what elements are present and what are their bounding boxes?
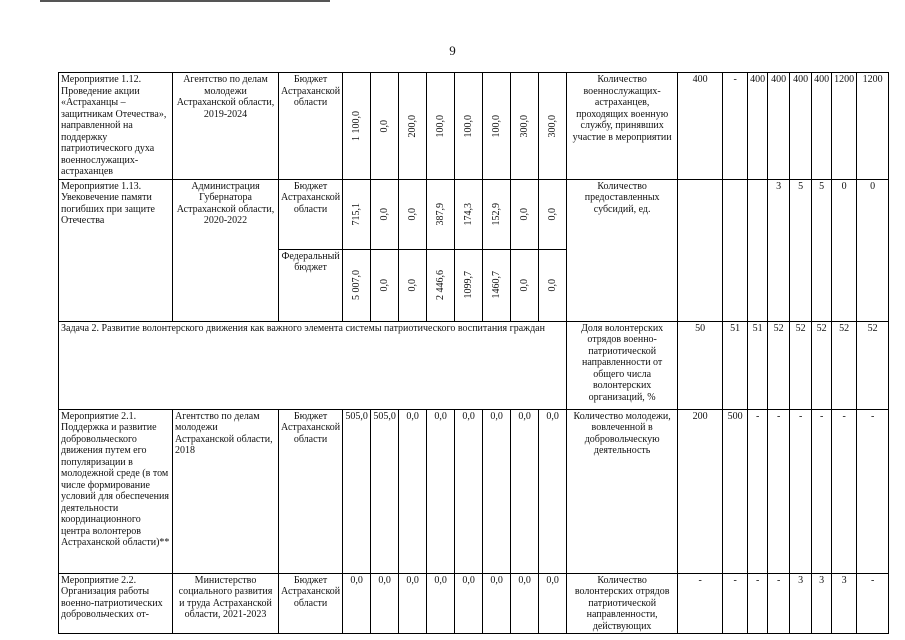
- fin-cell: 0,0: [539, 249, 567, 321]
- value-cell: 200: [678, 409, 723, 573]
- fin-cell: 1099,7: [455, 249, 483, 321]
- executor-cell: Администрация Губернатора Астраханской области, 2020-2022: [173, 179, 279, 321]
- source-cell: Бюджет Астраханской области: [279, 179, 343, 249]
- value-cell: -: [857, 573, 889, 634]
- fin-cell: 0,0: [399, 179, 427, 249]
- value-cell: 3: [812, 573, 832, 634]
- value-cell: 52: [857, 321, 889, 409]
- value-cell: 400: [748, 73, 768, 180]
- executor-cell: Агентство по делам молодежи Астраханской области, 2018: [173, 409, 279, 573]
- fin-cell: 505,0: [371, 409, 399, 573]
- fin-cell: 0,0: [511, 179, 539, 249]
- program-table: [58, 72, 889, 634]
- source-cell: Бюджет Астраханской области: [279, 409, 343, 573]
- fin-cell: 0,0: [511, 573, 539, 634]
- value-cell: 400: [678, 73, 723, 180]
- value-cell: -: [790, 409, 812, 573]
- fin-cell: 0,0: [455, 573, 483, 634]
- value-cell: 500: [723, 409, 748, 573]
- value-cell: [678, 179, 723, 321]
- fin-cell: 0,0: [399, 573, 427, 634]
- value-cell: -: [678, 573, 723, 634]
- fin-cell: 0,0: [539, 573, 567, 634]
- value-cell: 50: [678, 321, 723, 409]
- fin-cell: 715,1: [343, 179, 371, 249]
- value-cell: [723, 179, 748, 321]
- table-row: [59, 321, 889, 409]
- value-cell: 51: [748, 321, 768, 409]
- value-cell: 1200: [832, 73, 857, 180]
- event-cell: Мероприятие 1.13. Увековечение памяти погибших при защите Отечества: [59, 179, 173, 321]
- value-cell: 51: [723, 321, 748, 409]
- fin-cell: 174,3: [455, 179, 483, 249]
- source-cell: Бюджет Астраханской области: [279, 73, 343, 180]
- value-cell: 5: [812, 179, 832, 321]
- value-cell: 0: [857, 179, 889, 321]
- fin-cell: 387,9: [427, 179, 455, 249]
- indicator-cell: Количество волонтерских отрядов патриотической направленности, действующих: [567, 573, 678, 634]
- fin-cell: 0,0: [371, 249, 399, 321]
- fin-cell: 100,0: [427, 73, 455, 180]
- fin-cell: 2 446,6: [427, 249, 455, 321]
- fin-cell: 152,9: [483, 179, 511, 249]
- fin-cell: 0,0: [455, 409, 483, 573]
- task-title: Задача 2. Развитие волонтерского движения как важного элемента системы патриотического воспитания граждан: [59, 321, 567, 409]
- fin-cell: 100,0: [483, 73, 511, 180]
- value-cell: -: [748, 409, 768, 573]
- fin-cell: 0,0: [427, 573, 455, 634]
- fin-cell: 1 100,0: [343, 73, 371, 180]
- fin-cell: 0,0: [539, 409, 567, 573]
- header-rule: [40, 0, 330, 2]
- value-cell: 3: [832, 573, 857, 634]
- value-cell: -: [832, 409, 857, 573]
- indicator-cell: Доля волонтерских отрядов военно-патриотической направленности от общего числа волонтерских организаций, %: [567, 321, 678, 409]
- value-cell: -: [857, 409, 889, 573]
- value-cell: 52: [812, 321, 832, 409]
- value-cell: 3: [790, 573, 812, 634]
- fin-cell: 0,0: [511, 249, 539, 321]
- fin-cell: 0,0: [539, 179, 567, 249]
- table-row: [59, 73, 889, 180]
- fin-cell: 5 007,0: [343, 249, 371, 321]
- fin-cell: 300,0: [539, 73, 567, 180]
- fin-cell: 0,0: [399, 409, 427, 573]
- value-cell: [748, 179, 768, 321]
- fin-cell: 0,0: [371, 179, 399, 249]
- fin-cell: 1460,7: [483, 249, 511, 321]
- event-cell: Мероприятие 2.1. Поддержка и развитие добровольческого движения путем его популяризации в молодежной среде (в том числе формирование условий для обеспечения деятельности координационного центра волонтеров Астраханской области)**: [59, 409, 173, 573]
- executor-cell: Агентство по делам молодежи Астраханской области, 2019-2024: [173, 73, 279, 180]
- value-cell: -: [768, 409, 790, 573]
- table-row: [59, 573, 889, 634]
- fin-cell: 0,0: [371, 73, 399, 180]
- value-cell: 0: [832, 179, 857, 321]
- fin-cell: 0,0: [399, 249, 427, 321]
- fin-cell: 0,0: [343, 573, 371, 634]
- table-row: [59, 179, 889, 249]
- page-number: 9: [449, 43, 456, 58]
- fin-cell: 505,0: [343, 409, 371, 573]
- executor-cell: Министерство социального развития и труда Астраханской области, 2021-2023: [173, 573, 279, 634]
- fin-cell: 100,0: [455, 73, 483, 180]
- source-cell: Бюджет Астраханской области: [279, 573, 343, 634]
- fin-cell: 0,0: [511, 409, 539, 573]
- indicator-cell: Количество военнослужащих-астраханцев, проходящих военную службу, принявших участие в мероприятии: [567, 73, 678, 180]
- indicator-cell: Количество молодежи, вовлеченной в добровольческую деятельность: [567, 409, 678, 573]
- fin-cell: 300,0: [511, 73, 539, 180]
- value-cell: 1200: [857, 73, 889, 180]
- value-cell: -: [768, 573, 790, 634]
- value-cell: 400: [768, 73, 790, 180]
- fin-cell: 0,0: [371, 573, 399, 634]
- fin-cell: 0,0: [483, 409, 511, 573]
- event-cell: Мероприятие 2.2. Организация работы военно-патриотических добровольческих от-: [59, 573, 173, 634]
- value-cell: -: [723, 573, 748, 634]
- value-cell: 3: [768, 179, 790, 321]
- event-cell: Мероприятие 1.12. Проведение акции «Астраханцы – защитникам Отечества», направленной на поддержку патриотического духа военнослужащих-астраханцев: [59, 73, 173, 180]
- value-cell: -: [812, 409, 832, 573]
- fin-cell: 0,0: [483, 573, 511, 634]
- value-cell: -: [748, 573, 768, 634]
- value-cell: 52: [790, 321, 812, 409]
- indicator-cell: Количество предоставленных субсидий, ед.: [567, 179, 678, 321]
- source-cell: Федеральный бюджет: [279, 249, 343, 321]
- value-cell: 52: [832, 321, 857, 409]
- value-cell: 400: [790, 73, 812, 180]
- fin-cell: 0,0: [427, 409, 455, 573]
- table-row: [59, 409, 889, 573]
- value-cell: 5: [790, 179, 812, 321]
- value-cell: 52: [768, 321, 790, 409]
- value-cell: 400: [812, 73, 832, 180]
- fin-cell: 200,0: [399, 73, 427, 180]
- value-cell: -: [723, 73, 748, 180]
